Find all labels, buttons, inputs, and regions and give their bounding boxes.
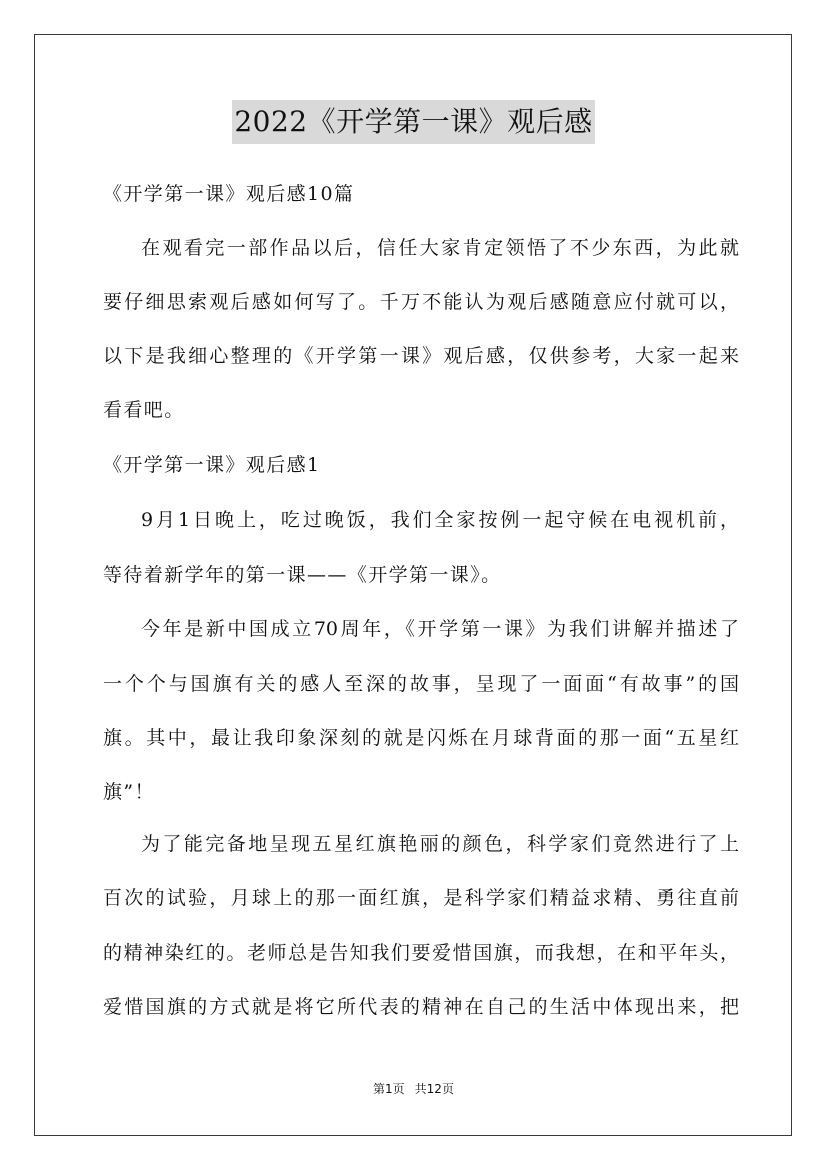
body-line-section-heading: 《开学第一课》观后感1 — [103, 454, 321, 476]
title-container — [0, 100, 827, 144]
body-line: 的精神染红的。老师总是告知我们要爱惜国旗，而我想，在和平年头， — [103, 942, 739, 964]
body-line-subtitle: 《开学第一课》观后感10篇 — [103, 183, 355, 205]
page-number: 第1页 — [373, 1082, 405, 1096]
body-line: 旗”！ — [103, 781, 155, 803]
body-line: 爱惜国旗的方式就是将它所代表的精神在自己的生活中体现出来，把 — [103, 996, 739, 1018]
body-line: 9月1日晚上，吃过晚饭，我们全家按例一起守候在电视机前， — [141, 509, 739, 531]
body-line: 为了能完备地呈现五星红旗艳丽的颜色，科学家们竟然进行了上 — [141, 833, 739, 855]
body-line: 要仔细思索观后感如何写了。千万不能认为观后感随意应付就可以， — [103, 291, 739, 313]
body-line: 以下是我细心整理的《开学第一课》观后感，仅供参考，大家一起来 — [103, 345, 739, 367]
page-footer — [0, 1081, 827, 1097]
body-line: 旗。其中，最让我印象深刻的就是闪烁在月球背面的那一面“五星红 — [103, 727, 739, 749]
page-total: 共12页 — [414, 1082, 454, 1096]
body-line: 等待着新学年的第一课——《开学第一课》。 — [103, 564, 502, 586]
body-line: 今年是新中国成立70周年，《开学第一课》为我们讲解并描述了 — [141, 618, 739, 640]
body-line: 百次的试验，月球上的那一面红旗，是科学家们精益求精、勇往直前 — [103, 887, 739, 909]
body-line: 看看吧。 — [103, 399, 185, 421]
body-line: 一个个与国旗有关的感人至深的故事，呈现了一面面“有故事”的国 — [103, 673, 739, 695]
document-title: 2022《开学第一课》观后感 — [232, 100, 594, 144]
body-line: 在观看完一部作品以后，信任大家肯定领悟了不少东西，为此就 — [141, 237, 739, 259]
